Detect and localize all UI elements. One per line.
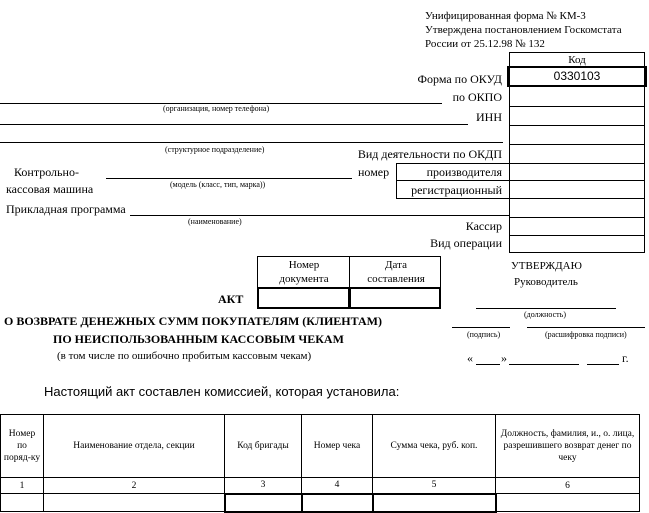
signature-caption: (подпись) (467, 330, 501, 339)
okdp-label: Вид деятельности по ОКДП (357, 147, 502, 161)
col-header-brigade-code: Код бригады (225, 415, 302, 478)
col-number-2: 2 (44, 478, 225, 494)
okud-label: Форма по ОКУД (417, 72, 502, 86)
organization-caption: (организация, номер телефона) (163, 104, 270, 113)
okud-code-cell: 0330103 (507, 66, 647, 87)
doc-date-header: Дата составления (367, 259, 425, 285)
decode-line[interactable] (527, 327, 645, 328)
app-line[interactable] (130, 215, 509, 216)
approve-label: УТВЕРЖДАЮ (511, 260, 582, 272)
doc-number-cell[interactable] (257, 287, 350, 309)
head-label: Руководитель (514, 276, 578, 288)
day-line[interactable] (476, 364, 500, 365)
col-header-check-number: Номер чека (302, 415, 373, 478)
form-header (425, 9, 622, 51)
kkm-label-2: кассовая машина (6, 182, 94, 196)
table-cell[interactable] (225, 494, 302, 512)
doc-date-cell[interactable] (349, 287, 441, 309)
kkm-number-label: номер (358, 165, 390, 179)
col-header-section: Наименование отдела, секции (44, 415, 225, 478)
okpo-label: по ОКПО (452, 90, 502, 104)
refund-table (0, 414, 640, 513)
table-cell[interactable] (44, 494, 225, 512)
act-label: АКТ (218, 292, 244, 306)
operation-label: Вид операции (430, 236, 502, 250)
decode-caption: (расшифровка подписи) (545, 330, 627, 339)
position-caption: (должность) (524, 310, 566, 319)
year-suffix: г. (622, 351, 629, 365)
unit-line[interactable] (0, 142, 503, 143)
doc-number-header: Номер документа (279, 259, 329, 285)
col-number-6: 6 (496, 478, 640, 494)
table-cell[interactable] (373, 494, 496, 512)
table-cell[interactable] (496, 494, 640, 512)
code-header-cell: Код (509, 52, 645, 68)
signature-line[interactable] (452, 327, 510, 328)
col-number-5: 5 (373, 478, 496, 494)
inn-label: ИНН (476, 110, 502, 124)
date-quote-open: « (467, 351, 473, 365)
act-title-line-2: ПО НЕИСПОЛЬЗОВАННЫМ КАССОВЫМ ЧЕКАМ (53, 332, 344, 346)
app-caption: (наименование) (188, 217, 242, 226)
col-header-authorizer: Должность, фамилия, и., о. лица, разрешившего возврат денег по чеку (496, 415, 640, 478)
unit-caption: (структурное подразделение) (165, 145, 265, 154)
kkm-model-line[interactable] (106, 178, 352, 179)
col-number-1: 1 (1, 478, 44, 494)
table-cell[interactable] (302, 494, 373, 512)
header-line-2: Утверждена постановлением Госкомстата (425, 24, 622, 36)
col-header-check-sum: Сумма чека, руб. коп. (373, 415, 496, 478)
organization-line-2[interactable] (0, 124, 468, 125)
registration-label: регистрационный (411, 183, 502, 197)
header-line-1: Унифицированная форма № КМ-3 (425, 10, 586, 22)
commission-statement: Настоящий акт составлен комиссией, которая установила: (44, 384, 400, 399)
model-caption: (модель (класс, тип, марка)) (170, 180, 266, 189)
position-line[interactable] (476, 308, 616, 309)
cashier-label: Кассир (465, 219, 502, 233)
app-label: Прикладная программа (6, 202, 126, 216)
act-title-line-1: О ВОЗВРАТЕ ДЕНЕЖНЫХ СУММ ПОКУПАТЕЛЯМ (КЛИЕНТАМ) (4, 314, 383, 328)
manufacturer-label: производителя (426, 165, 502, 179)
date-quote-close: » (501, 351, 507, 365)
col-number-4: 4 (302, 478, 373, 494)
header-line-3: России от 25.12.98 № 132 (425, 38, 545, 50)
col-header-row-number: Номер по поряд-ку (1, 415, 44, 478)
kkm-label-1: Контрольно- (14, 165, 79, 179)
year-line[interactable] (587, 364, 619, 365)
act-title-line-3: (в том числе по ошибочно пробитым кассовым чекам) (57, 350, 312, 362)
month-line[interactable] (509, 364, 579, 365)
col-number-3: 3 (225, 478, 302, 494)
code-column (509, 67, 645, 253)
table-cell[interactable] (1, 494, 44, 512)
